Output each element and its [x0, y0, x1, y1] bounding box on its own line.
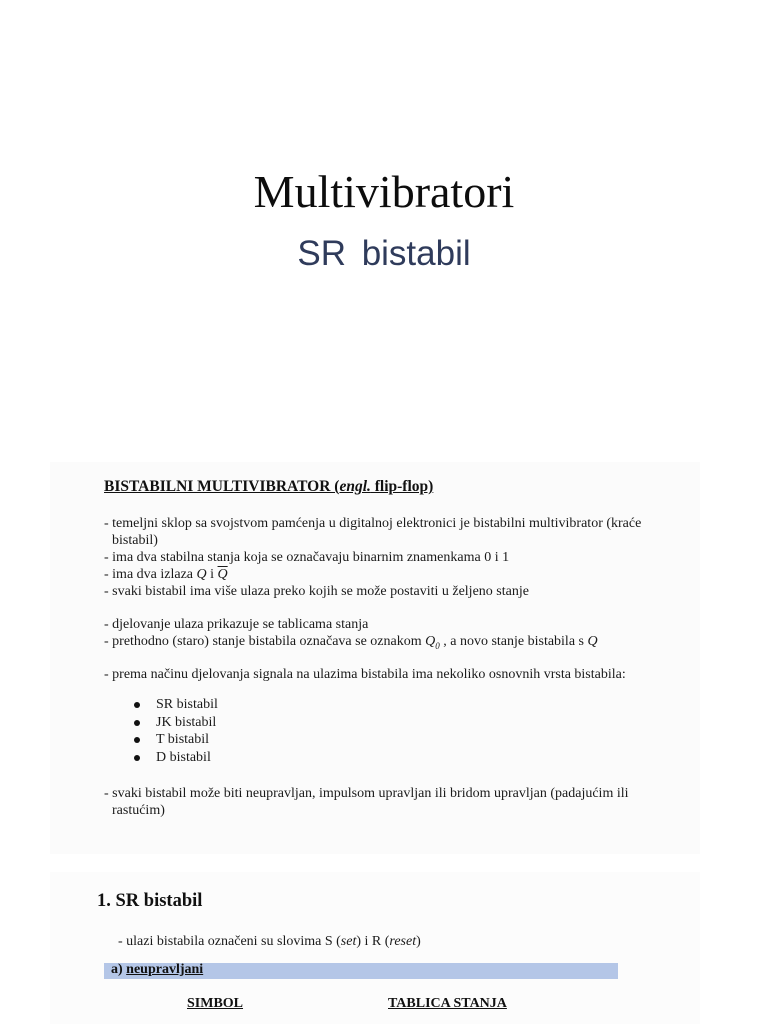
text-line: - prema načinu djelovanja signala na ulazima bistabila ima nekoliko osnovnih vrsta bistabila: [104, 667, 626, 682]
bullet-icon [134, 720, 140, 726]
page-title: Multivibratori [253, 166, 515, 217]
text-line: - temeljni sklop sa svojstvom pamćenja u digitalnoj elektronici je bistabilni multivibrator (kraće [104, 516, 642, 531]
section-title: 1. SR bistabil [97, 891, 203, 911]
text-line: - prethodno (staro) stanje bistabila označava se oznakom $Q_0$ , a novo stanje bistabila s Q [104, 634, 598, 651]
text-line: - svaki bistabil može biti neupravljan, impulsom upravljan ili bridom upravljan (padajućim ili [104, 786, 629, 801]
bistabil-type-list [134, 696, 218, 766]
list-item: D bistabil [134, 749, 218, 767]
bullet-icon [134, 702, 140, 708]
list-item: SR bistabil [134, 696, 218, 714]
page-subtitle: SR bistabil [297, 234, 471, 273]
text-line: - svaki bistabil ima više ulaza preko kojih se može postaviti u željeno stanje [104, 584, 529, 599]
text-line: rastućim) [112, 803, 165, 818]
column-heading-tablica: TABLICA STANJA [388, 996, 507, 1011]
subsection-label: a) neupravljani [111, 962, 204, 977]
text-line: - ima dva izlaza Q i $\overline{Q}$ [104, 567, 228, 582]
column-heading-simbol: SIMBOL [187, 996, 244, 1011]
bullet-icon [134, 755, 140, 761]
text-line: bistabil) [112, 533, 158, 548]
bullet-icon [134, 737, 140, 743]
list-item: T bistabil [134, 731, 218, 749]
text-line: - ima dva stabilna stanja koja se označavaju binarnim znamenkama 0 i 1 [104, 550, 510, 565]
q-bar-symbol: $\overline{Q}$ [217, 567, 228, 582]
section-heading: BISTABILNI MULTIVIBRATOR (engl. flip-flop) [104, 478, 434, 495]
text-line: - ulazi bistabila označeni su slovima S (set) i R (reset) [118, 934, 421, 949]
text-line: - djelovanje ulaza prikazuje se tablicama stanja [104, 617, 369, 632]
list-item: JK bistabil [134, 714, 218, 732]
